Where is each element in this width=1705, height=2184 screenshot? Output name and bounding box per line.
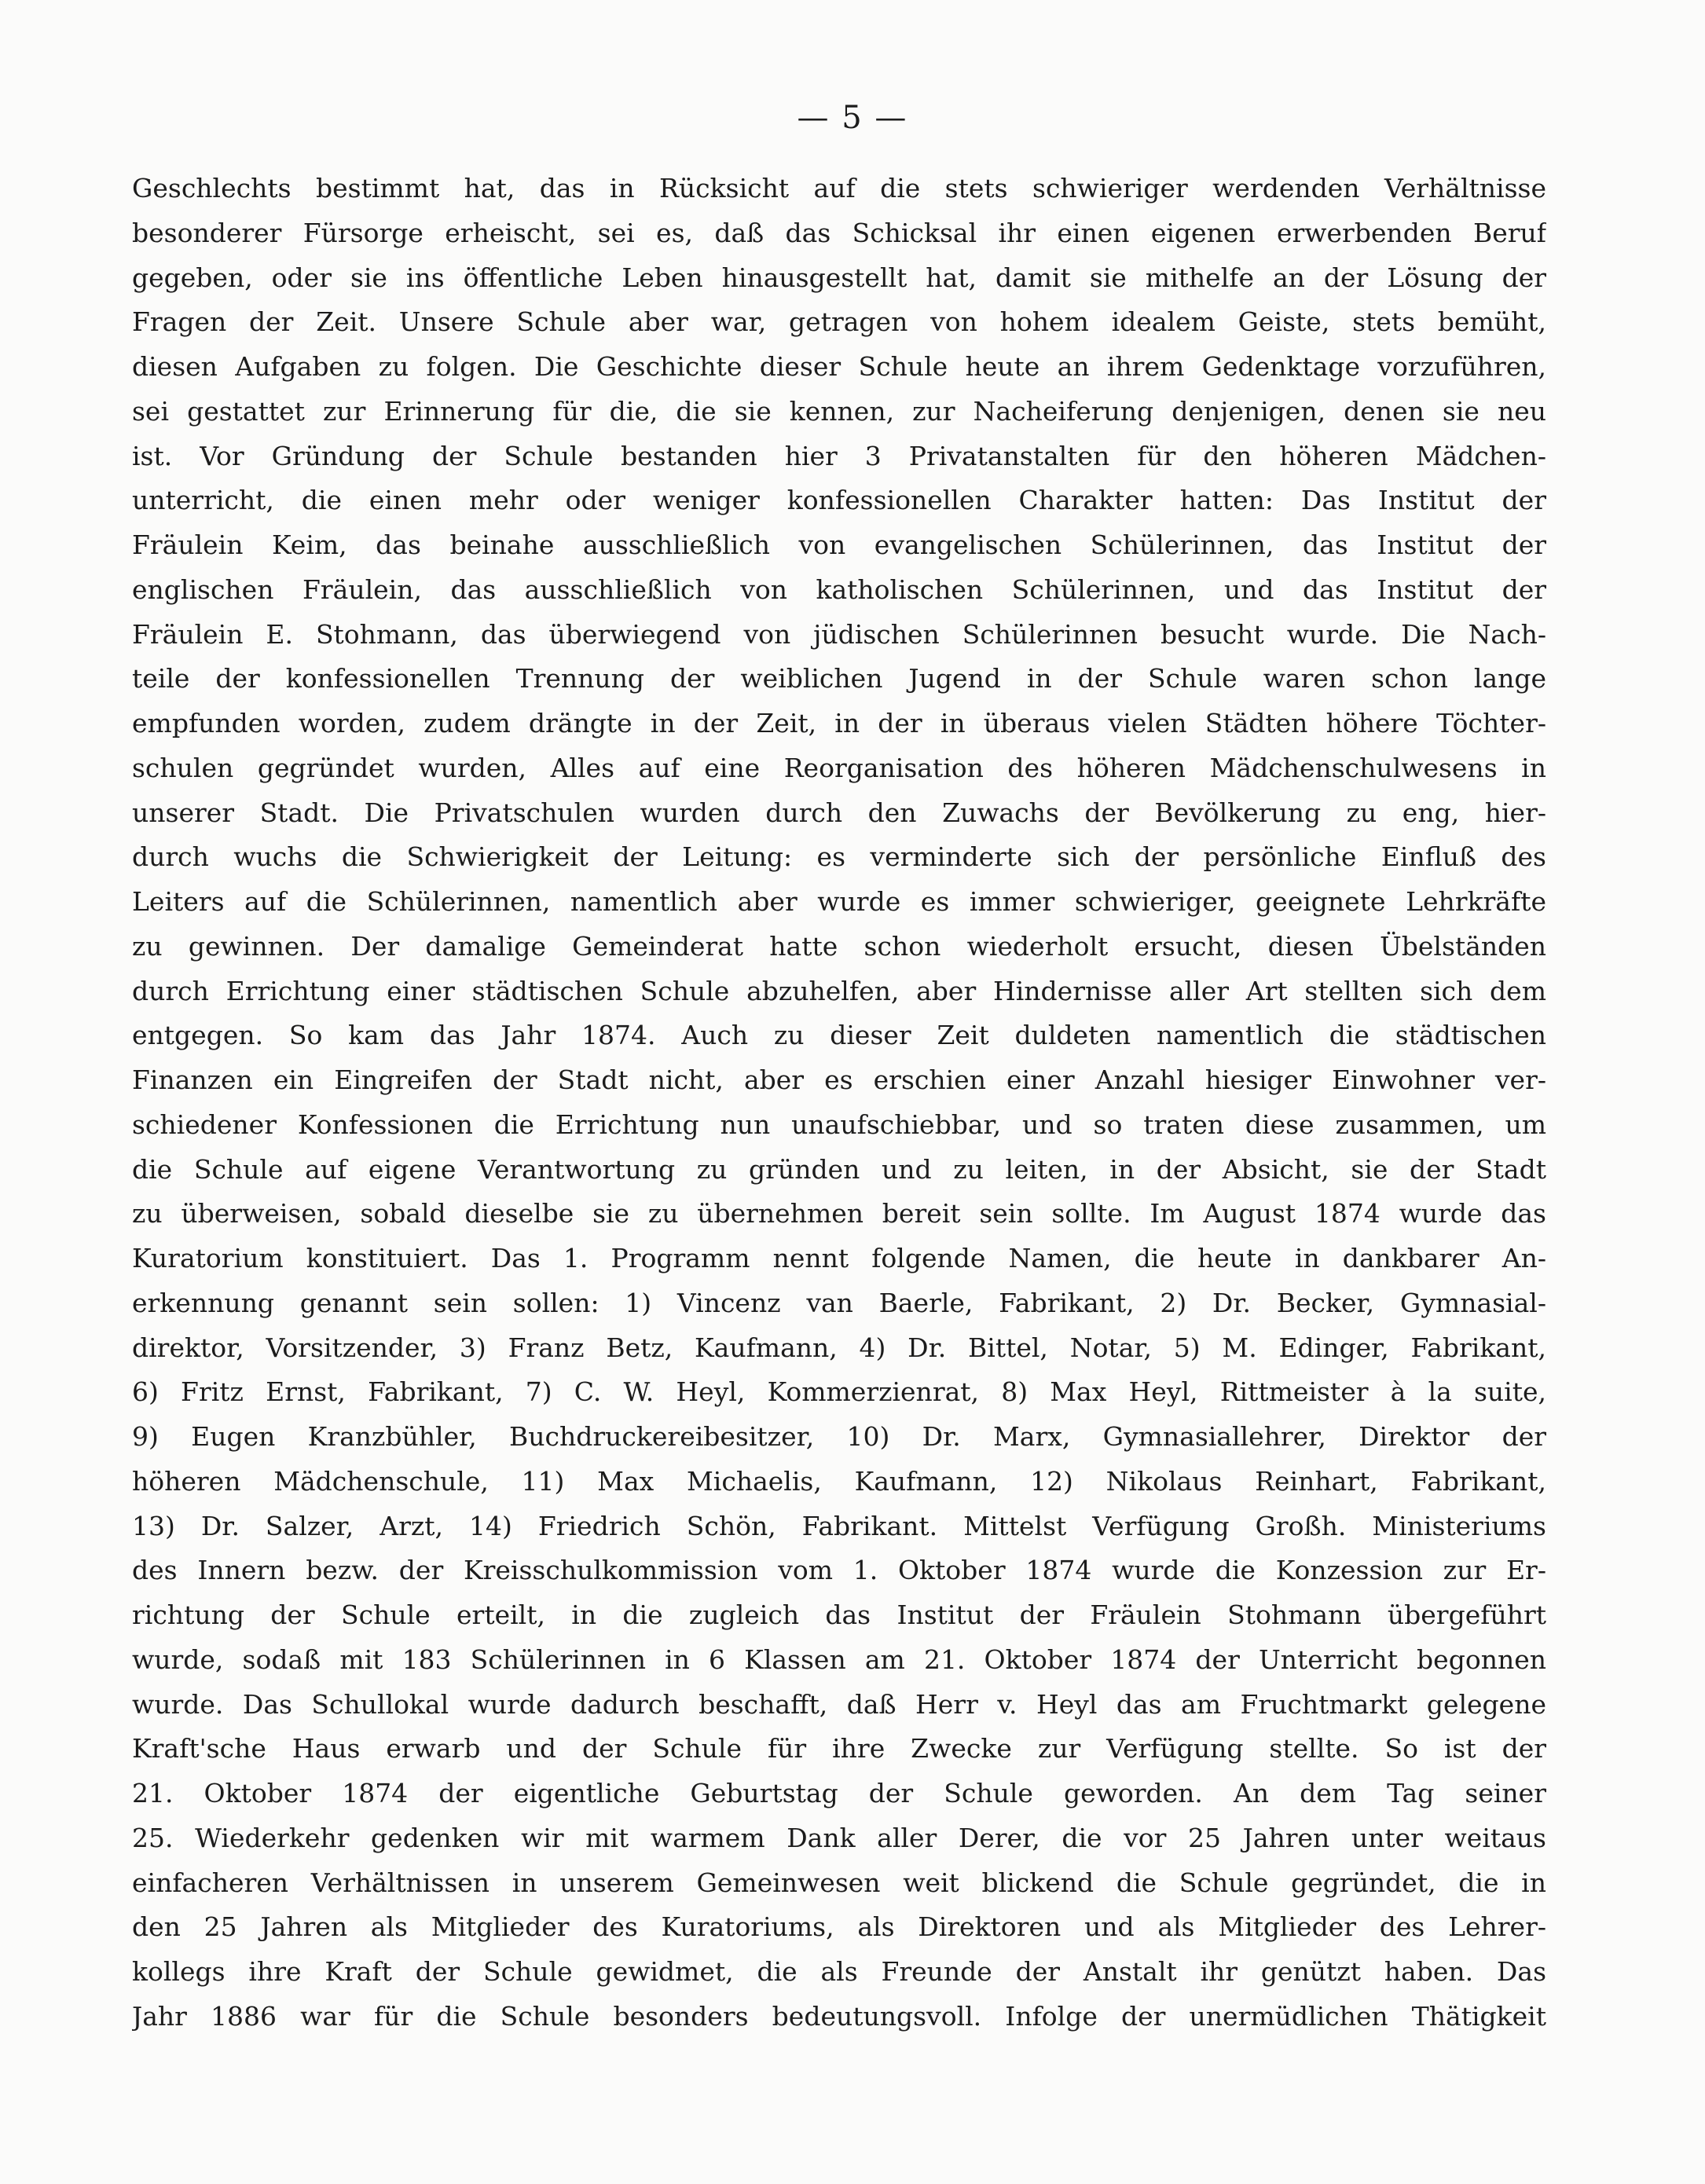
text-line: 6) Fritz Ernst, Fabrikant, 7) C. W. Heyl, Kommerzienrat, 8) Max Heyl, Rittmeister à la suite, <box>132 1376 1546 1408</box>
text-line: direktor, Vorsitzender, 3) Franz Betz, Kaufmann, 4) Dr. Bittel, Notar, 5) M. Edinger, Fabrikant, <box>132 1332 1546 1363</box>
text-line: diesen Aufgaben zu folgen. Die Geschichte dieser Schule heute an ihrem Gedenktage vorzuführen, <box>132 351 1546 382</box>
text-line: einfacheren Verhältnissen in unserem Gemeinwesen weit blickend die Schule gegründet, die in <box>132 1867 1546 1898</box>
text-line: richtung der Schule erteilt, in die zugleich das Institut der Fräulein Stohmann übergeführt <box>132 1600 1546 1630</box>
text-line: durch wuchs die Schwierigkeit der Leitung: es verminderte sich der persönliche Einfluß des <box>132 841 1546 873</box>
text-line: 21. Oktober 1874 der eigentliche Geburtstag der Schule geworden. An dem Tag seiner <box>132 1778 1546 1808</box>
text-line: zu gewinnen. Der damalige Gemeinderat hatte schon wiederholt ersucht, diesen Übelständen <box>132 930 1546 962</box>
text-line: sei gestattet zur Erinnerung für die, die sie kennen, zur Nacheiferung denjenigen, denen sie neu <box>132 395 1546 427</box>
text-line: unterricht, die einen mehr oder weniger konfessionellen Charakter hatten: Das Institut der <box>132 485 1546 516</box>
text-line: wurde. Das Schullokal wurde dadurch beschafft, daß Herr v. Heyl das am Fruchtmarkt gelegene <box>132 1688 1546 1720</box>
text-line: höheren Mädchenschule, 11) Max Michaelis, Kaufmann, 12) Nikolaus Reinhart, Fabrikant, <box>132 1465 1546 1497</box>
body-text <box>132 167 1546 2039</box>
text-line: Leiters auf die Schülerinnen, namentlich aber wurde es immer schwieriger, geeignete Lehrkräfte <box>132 886 1546 917</box>
text-line: gegeben, oder sie ins öffentliche Leben hinausgestellt hat, damit sie mithelfe an der Lösung der <box>132 262 1546 293</box>
text-line: kollegs ihre Kraft der Schule gewidmet, die als Freunde der Anstalt ihr genützt haben. Das <box>132 1956 1546 1987</box>
text-line: Kraft'sche Haus erwarb und der Schule für ihre Zwecke zur Verfügung stellte. So ist der <box>132 1733 1546 1764</box>
text-line: des Innern bezw. der Kreisschulkommission vom 1. Oktober 1874 wurde die Konzession zur Er- <box>132 1555 1546 1586</box>
text-line: Fragen der Zeit. Unsere Schule aber war, getragen von hohem idealem Geiste, stets bemüht, <box>132 306 1546 338</box>
text-line: Geschlechts bestimmt hat, das in Rücksicht auf die stets schwieriger werdenden Verhältnisse <box>132 173 1546 203</box>
text-line: teile der konfessionellen Trennung der weiblichen Jugend in der Schule waren schon lange <box>132 663 1546 694</box>
text-line: unserer Stadt. Die Privatschulen wurden durch den Zuwachs der Bevölkerung zu eng, hier- <box>132 797 1546 828</box>
text-line: ist. Vor Gründung der Schule bestanden hier 3 Privatanstalten für den höheren Mädchen- <box>132 440 1546 471</box>
text-line: englischen Fräulein, das ausschließlich von katholischen Schülerinnen, und das Institut der <box>132 573 1546 605</box>
text-line: 25. Wiederkehr gedenken wir mit warmem Dank aller Derer, die vor 25 Jahren unter weitaus <box>132 1822 1546 1853</box>
text-line: empfunden worden, zudem drängte in der Zeit, in der in überaus vielen Städten höhere Töchter- <box>132 708 1546 738</box>
text-line: besonderer Fürsorge erheischt, sei es, daß das Schicksal ihr einen eigenen erwerbenden Beruf <box>132 217 1546 248</box>
text-line: erkennung genannt sein sollen: 1) Vincenz van Baerle, Fabrikant, 2) Dr. Becker, Gymnasial- <box>132 1287 1546 1318</box>
text-line: durch Errichtung einer städtischen Schule abzuhelfen, aber Hindernisse aller Art stellten sich dem <box>132 975 1546 1006</box>
text-line: 13) Dr. Salzer, Arzt, 14) Friedrich Schön, Fabrikant. Mittelst Verfügung Großh. Ministeriums <box>132 1510 1546 1541</box>
text-line: Fräulein E. Stohmann, das überwiegend von jüdischen Schülerinnen besucht wurde. Die Nach- <box>132 618 1546 650</box>
text-line: Jahr 1886 war für die Schule besonders bedeutungsvoll. Infolge der unermüdlichen Thätigkeit <box>132 2000 1546 2032</box>
text-line: schiedener Konfessionen die Errichtung nun unaufschiebbar, und so traten diese zusammen, um <box>132 1108 1546 1140</box>
text-line: Fräulein Keim, das beinahe ausschließlich von evangelischen Schülerinnen, das Institut der <box>132 530 1546 560</box>
text-line: 9) Eugen Kranzbühler, Buchdruckereibesitzer, 10) Dr. Marx, Gymnasiallehrer, Direktor der <box>132 1421 1546 1452</box>
text-line: schulen gegründet wurden, Alles auf eine Reorganisation des höheren Mädchenschulwesens in <box>132 752 1546 783</box>
text-line: den 25 Jahren als Mitglieder des Kuratoriums, als Direktoren und als Mitglieder des Lehrer- <box>132 1911 1546 1943</box>
page-number: — 5 — <box>797 100 908 136</box>
text-line: Finanzen ein Eingreifen der Stadt nicht, aber es erschien einer Anzahl hiesiger Einwohner ver- <box>132 1065 1546 1095</box>
text-line: zu überweisen, sobald dieselbe sie zu übernehmen bereit sein sollte. Im August 1874 wurde das <box>132 1198 1546 1229</box>
text-line: wurde, sodaß mit 183 Schülerinnen in 6 Klassen am 21. Oktober 1874 der Unterricht begonnen <box>132 1643 1546 1675</box>
text-line: entgegen. So kam das Jahr 1874. Auch zu dieser Zeit duldeten namentlich die städtischen <box>132 1020 1546 1051</box>
text-line: Kuratorium konstituiert. Das 1. Programm nennt folgende Namen, die heute in dankbarer An- <box>132 1243 1546 1273</box>
text-line: die Schule auf eigene Verantwortung zu gründen und zu leiten, in der Absicht, sie der Stadt <box>132 1153 1546 1185</box>
